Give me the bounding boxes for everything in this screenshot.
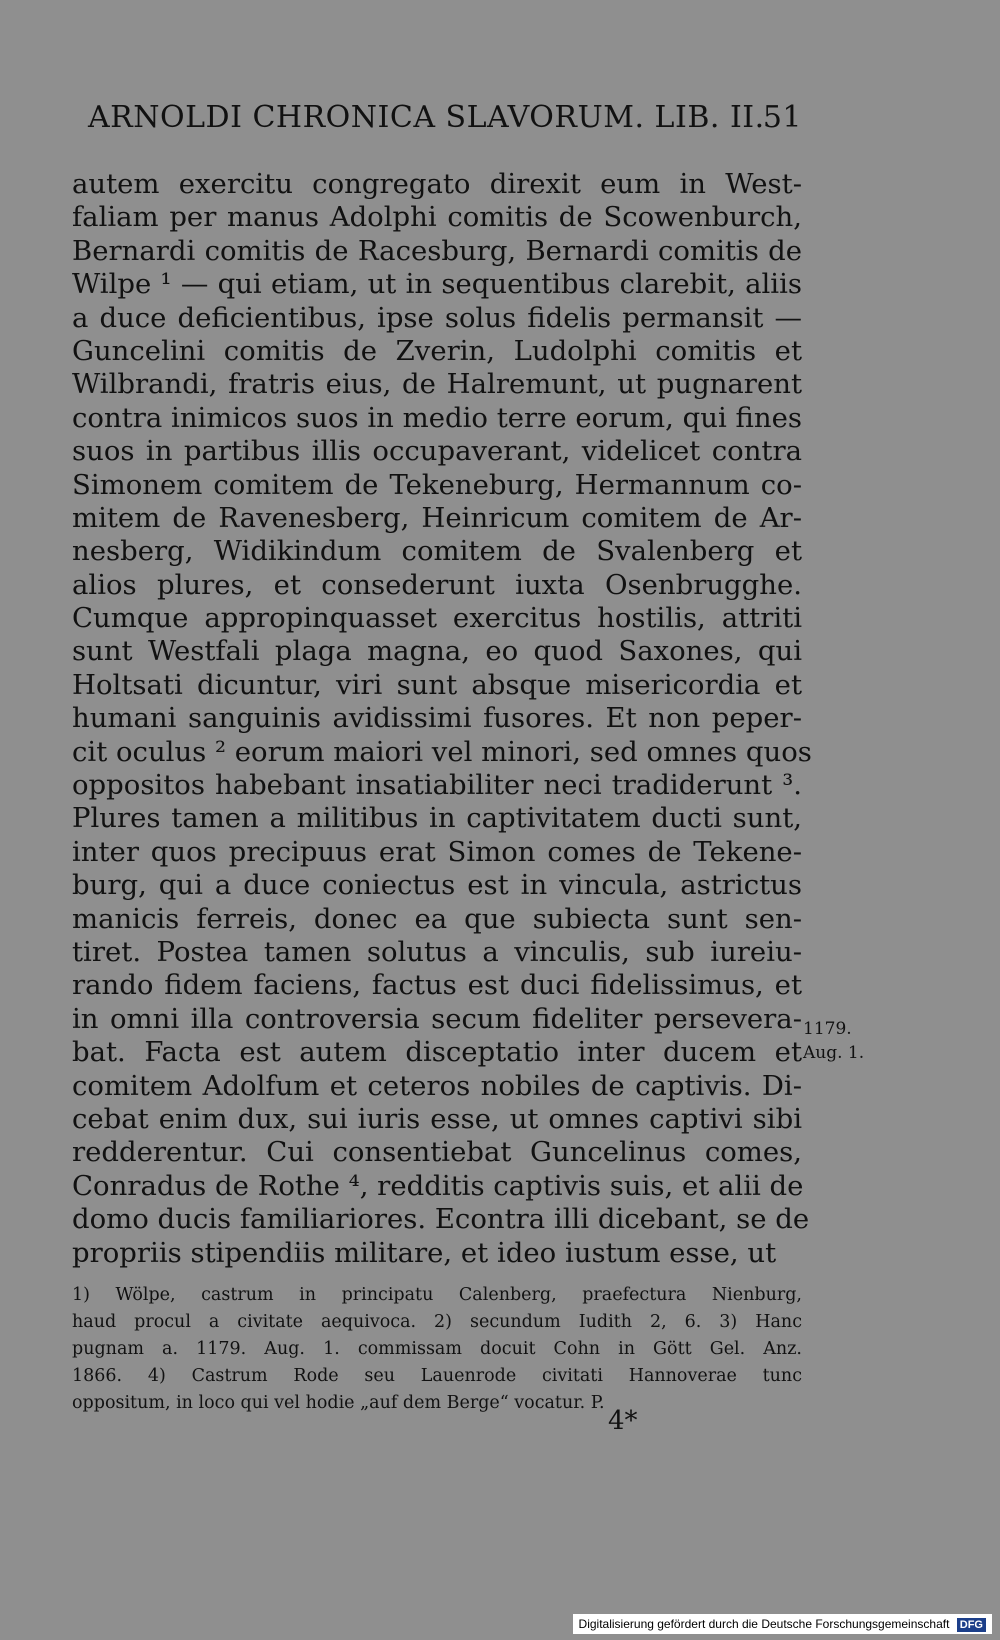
- footnote-line: haud procul a civitate aequivoca. 2) secundum Iudith 2, 6. 3) Hanc: [72, 1312, 802, 1332]
- text-line: Wilpe ¹ — qui etiam, ut in sequentibus clarebit, aliis: [72, 268, 802, 301]
- text-line: burg, qui a duce coniectus est in vincula, astrictus: [72, 869, 802, 902]
- text-line: mitem de Ravenesberg, Heinricum comitem de Ar-: [72, 501, 802, 534]
- text-line: cit oculus ² eorum maiori vel minori, sed omnes quos: [72, 735, 812, 768]
- text-line: inter quos precipuus erat Simon comes de Tekene-: [72, 835, 802, 868]
- footnotes: [72, 1282, 802, 1417]
- digitization-credit: [573, 1614, 992, 1634]
- page-number: 51: [762, 100, 802, 135]
- text-line: Holtsati dicuntur, viri sunt absque misericordia et: [72, 668, 802, 701]
- footnote-line: 1866. 4) Castrum Rode seu Lauenrode civitati Hannoverae tunc: [72, 1366, 802, 1386]
- text-line: comitem Adolfum et ceteros nobiles de captivis. Di-: [72, 1069, 802, 1102]
- text-line: Simonem comitem de Tekeneburg, Hermannum co-: [72, 468, 802, 501]
- text-line: Cumque appropinquasset exercitus hostilis, attriti: [72, 602, 802, 635]
- text-line: manicis ferreis, donec ea que subiecta sunt sen-: [72, 902, 802, 935]
- text-line: humani sanguinis avidissimi fusores. Et non peper-: [72, 702, 802, 735]
- text-line: nesberg, Widikindum comitem de Svalenberg et: [72, 535, 802, 568]
- text-line: autem exercitu congregato direxit eum in West-: [72, 168, 802, 200]
- text-line: propriis stipendiis militare, et ideo iustum esse, ut: [72, 1236, 777, 1269]
- text-line: redderentur. Cui consentiebat Guncelinus comes,: [72, 1136, 802, 1169]
- footnote-line: 1) Wölpe, castrum in principatu Calenberg, praefectura Nienburg,: [72, 1285, 802, 1305]
- text-line: sunt Westfali plaga magna, eo quod Saxones, qui: [72, 635, 802, 668]
- signature-mark: 4*: [608, 1406, 638, 1436]
- text-line: domo ducis familiariores. Econtra illi dicebant, se de: [72, 1203, 810, 1236]
- body-text: [72, 168, 812, 1270]
- running-header: [88, 100, 802, 140]
- text-line: contra inimicos suos in medio terre eorum, qui fines: [72, 401, 802, 434]
- footnote-line: pugnam a. 1179. Aug. 1. commissam docuit Cohn in Gött Gel. Anz.: [72, 1339, 802, 1359]
- header-title: ARNOLDI CHRONICA SLAVORUM. LIB. II.: [88, 100, 765, 135]
- text-line: alios plures, et consederunt iuxta Osenbrugghe.: [72, 568, 802, 601]
- margin-note-date: Aug. 1.: [803, 1043, 865, 1063]
- text-line: Wilbrandi, fratris eius, de Halremunt, ut pugnarent: [72, 368, 802, 401]
- dfg-logo: DFG: [957, 1618, 986, 1632]
- text-line: bat. Facta est autem disceptatio inter ducem et: [72, 1036, 802, 1069]
- text-line: rando fidem faciens, factus est duci fidelissimus, et: [72, 969, 802, 1002]
- text-line: Bernardi comitis de Racesburg, Bernardi comitis de: [72, 234, 802, 267]
- text-line: a duce deficientibus, ipse solus fidelis permansit —: [72, 301, 802, 334]
- margin-note-year: 1179.: [803, 1019, 852, 1039]
- text-line: Plures tamen a militibus in captivitatem ducti sunt,: [72, 802, 802, 835]
- text-line: tiret. Postea tamen solutus a vinculis, sub iureiu-: [72, 935, 802, 968]
- text-line: in omni illa controversia secum fideliter persevera-: [72, 1002, 802, 1035]
- credit-text: Digitalisierung gefördert durch die Deutsche Forschungsgemeinschaft: [578, 1617, 950, 1631]
- text-line: faliam per manus Adolphi comitis de Scowenburch,: [72, 201, 802, 234]
- footnote-line: oppositum, in loco qui vel hodie „auf dem Berge“ vocatur. P.: [72, 1393, 605, 1413]
- text-line: Guncelini comitis de Zverin, Ludolphi comitis et: [72, 334, 802, 367]
- text-line: oppositos habebant insatiabiliter neci tradiderunt ³.: [72, 769, 802, 802]
- text-line: Conradus de Rothe ⁴, redditis captivis suis, et alii de: [72, 1169, 804, 1202]
- text-line: suos in partibus illis occupaverant, videlicet contra: [72, 435, 802, 468]
- text-line: cebat enim dux, sui iuris esse, ut omnes captivi sibi: [72, 1102, 802, 1135]
